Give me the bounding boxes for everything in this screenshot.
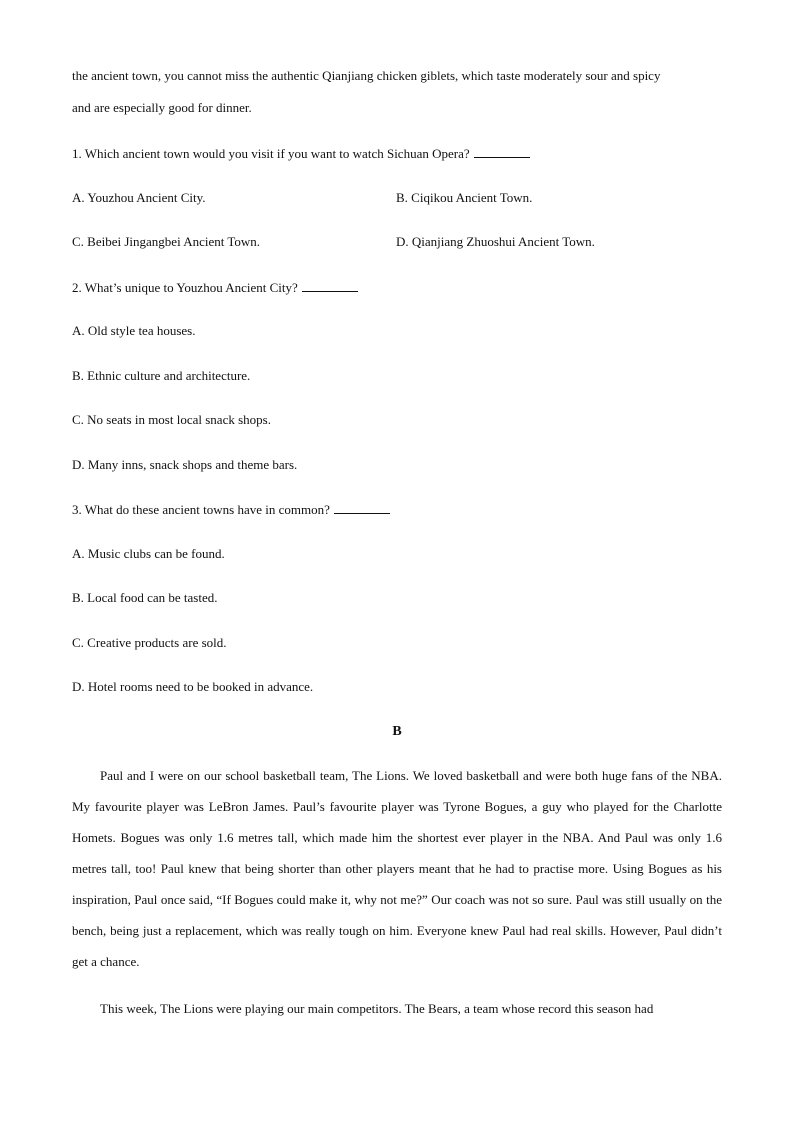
q2-option-d: D. Many inns, snack shops and theme bars.	[72, 457, 298, 472]
question-3-text: 3. What do these ancient towns have in common?	[72, 502, 330, 517]
q2-option-a: A. Old style tea houses.	[72, 323, 196, 338]
question-3	[72, 501, 390, 518]
intro-line-1: the ancient town, you cannot miss the authentic Qianjiang chicken giblets, which taste moderately sour and spicy	[72, 68, 661, 83]
section-b-title: B	[392, 724, 402, 739]
q2-option-c: C. No seats in most local snack shops.	[72, 412, 271, 427]
question-2-text: 2. What’s unique to Youzhou Ancient City?	[72, 280, 298, 295]
q3-option-c: C. Creative products are sold.	[72, 635, 227, 650]
answer-blank-2[interactable]	[302, 279, 358, 292]
section-b-paragraph-2: This week, The Lions were playing our main competitors. The Bears, a team whose record this season had	[100, 1001, 654, 1016]
q1-option-d: D. Qianjiang Zhuoshui Ancient Town.	[396, 234, 595, 249]
question-1	[72, 145, 530, 162]
answer-blank-1[interactable]	[474, 145, 530, 158]
q1-option-c: C. Beibei Jingangbei Ancient Town.	[72, 234, 261, 249]
question-1-text: 1. Which ancient town would you visit if you want to watch Sichuan Opera?	[72, 146, 470, 161]
question-2	[72, 279, 358, 296]
intro-line-2: and are especially good for dinner.	[72, 100, 252, 115]
q1-option-a: A. Youzhou Ancient City.	[72, 190, 206, 205]
q3-option-b: B. Local food can be tasted.	[72, 590, 218, 605]
answer-blank-3[interactable]	[334, 501, 390, 514]
q2-option-b: B. Ethnic culture and architecture.	[72, 368, 251, 383]
q3-option-d: D. Hotel rooms need to be booked in advance.	[72, 679, 314, 694]
section-b-paragraph-1: Paul and I were on our school basketball team, The Lions. We loved basketball and were both huge fans of the NBA. My favourite player was LeBron James. Paul’s favourite player was Tyrone Bogues, a guy who played for the Charlotte Homets. Bogues was only 1.6 metres tall, which made him the shortest ever player in the NBA. And Paul was only 1.6 metres tall, too! Paul knew that being shorter than other players meant that he had to practise more. Using Bogues as his inspiration, Paul once said, “If Bogues could make it, why not me?” Our coach was not so sure. Paul was still usually on the bench, being just a replacement, which was really tough on him. Everyone knew Paul had real skills. However, Paul didn’t get a chance.	[72, 768, 722, 969]
q3-option-a: A. Music clubs can be found.	[72, 546, 225, 561]
q1-option-b: B. Ciqikou Ancient Town.	[396, 190, 533, 205]
